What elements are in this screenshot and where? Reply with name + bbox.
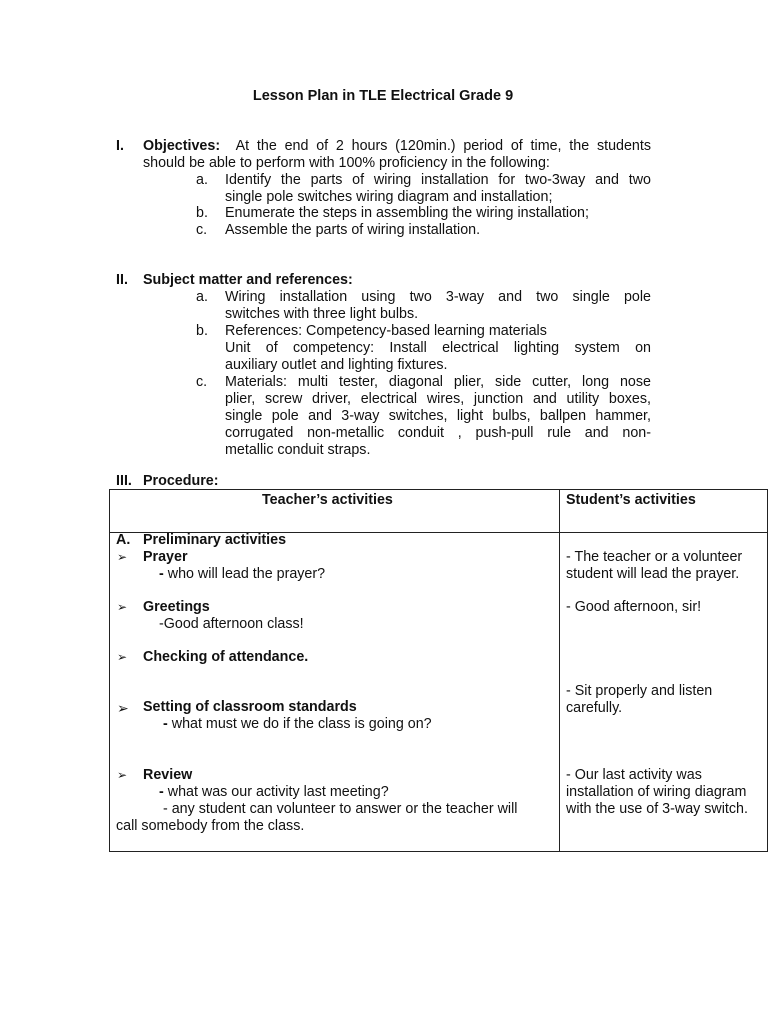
subject-label: Subject matter and references: bbox=[143, 272, 353, 288]
objectives-intro bbox=[143, 138, 651, 172]
header-student-activities: Student’s activities bbox=[566, 492, 696, 508]
review-title: Review bbox=[143, 767, 193, 783]
section-number-objectives: I. bbox=[116, 138, 124, 154]
header-teacher-activities: Teacher’s activities bbox=[262, 492, 393, 508]
greetings-title: Greetings bbox=[143, 599, 210, 615]
review-detail-3: call somebody from the class. bbox=[116, 818, 305, 834]
prayer-student-line-2: student will lead the prayer. bbox=[566, 566, 740, 582]
procedure-table bbox=[109, 489, 768, 852]
objective-item-a: a. Identify the parts of wiring installation for two-3way and two single pole switches wiring diagram and installation; bbox=[196, 172, 651, 205]
attendance-arrow-icon: ➢ bbox=[117, 650, 128, 664]
review-student-line-1: - Our last activity was bbox=[566, 767, 702, 783]
procedure-label: Procedure: bbox=[143, 473, 219, 489]
preliminary-letter: A. bbox=[116, 532, 131, 548]
prayer-title: Prayer bbox=[143, 549, 188, 565]
section-number-subject: II. bbox=[116, 272, 128, 288]
column-divider bbox=[559, 490, 560, 851]
review-student-line-2: installation of wiring diagram bbox=[566, 784, 747, 800]
objectives-intro-line-2: should be able to perform with 100% proficiency in the following: bbox=[143, 155, 550, 171]
review-student-line-3: with the use of 3-way switch. bbox=[566, 801, 748, 817]
review-arrow-icon: ➢ bbox=[117, 768, 128, 782]
prayer-student-line-1: - The teacher or a volunteer bbox=[566, 549, 743, 565]
standards-title: Setting of classroom standards bbox=[143, 699, 357, 715]
standards-student-line-2: carefully. bbox=[566, 700, 623, 716]
section-number-procedure: III. bbox=[116, 473, 132, 489]
review-detail: - what was our activity last meeting? bbox=[159, 784, 389, 800]
prayer-detail: - who will lead the prayer? bbox=[159, 566, 326, 582]
attendance-title: Checking of attendance. bbox=[143, 649, 309, 665]
standards-student-line-1: - Sit properly and listen bbox=[566, 683, 713, 699]
greetings-detail: -Good afternoon class! bbox=[159, 616, 304, 632]
objectives-label: Objectives: bbox=[143, 138, 221, 154]
prayer-arrow-icon: ➢ bbox=[117, 550, 128, 564]
page-title: Lesson Plan in TLE Electrical Grade 9 bbox=[252, 88, 514, 104]
greetings-student: - Good afternoon, sir! bbox=[566, 599, 702, 615]
standards-arrow-icon: ➢ bbox=[117, 700, 129, 716]
standards-detail: - what must we do if the class is going on? bbox=[163, 716, 432, 732]
objectives-intro-line-1: Objectives: At the end of 2 hours (120min.) period of time, the students bbox=[143, 138, 651, 154]
preliminary-label: Preliminary activities bbox=[143, 532, 287, 548]
review-detail-2: - any student can volunteer to answer or the teacher will bbox=[163, 801, 518, 817]
greetings-arrow-icon: ➢ bbox=[117, 600, 128, 614]
